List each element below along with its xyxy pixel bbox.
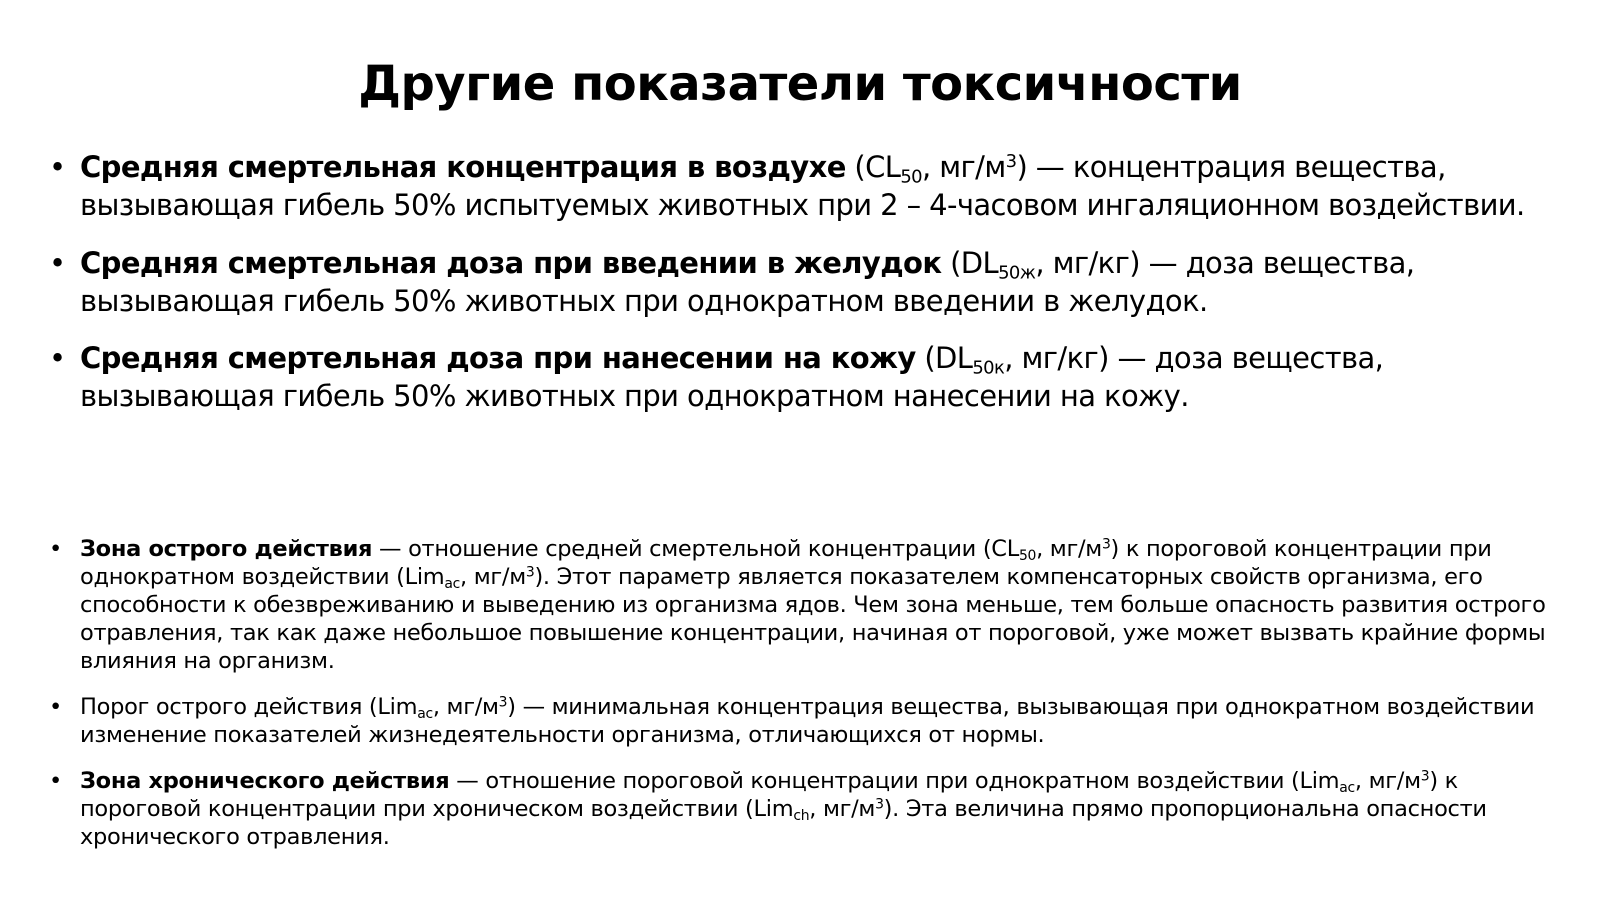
list-item-dl50-skin (0, 339, 1560, 415)
subscript: ch (793, 808, 810, 825)
item-text: (CL (845, 150, 901, 184)
item-text: , мг/м (460, 564, 526, 590)
item-text: , мг/кг) — доза вещества, вызывающая гибель 50% животных при однократном нанесении на кожу. (80, 341, 1384, 413)
superscript: 3 (1101, 536, 1111, 553)
item-text: ). Этот параметр является показателем компенсаторных свойств организма, его способности к обезвреживанию и выведению из организма ядов. Чем зона меньше, тем больше опасность развития острого отравления, так как даже небольшое повышение концентрации, начиная от пороговой, уже может вызвать крайние формы влияния на организм. (80, 564, 1546, 674)
item-text: , мг/м (922, 150, 1006, 184)
item-text: ) к пороговой концентрации при однократном воздействии (Lim (80, 536, 1492, 590)
bullet-marker: • (49, 341, 66, 375)
term-label: Средняя смертельная концентрация в воздухе (80, 150, 846, 184)
item-text: Порог острого действия (Lim (80, 694, 418, 720)
list-item-chronic-zone (0, 767, 1580, 851)
subscript: 50ж (998, 262, 1036, 284)
superscript: 3 (1005, 151, 1017, 173)
item-text: ) — минимальная концентрация вещества, вызывающая при однократном воздействии изменение показателей жизнедеятельности организма, отличающихся от нормы. (80, 694, 1535, 748)
item-text: (DL (915, 341, 973, 375)
superscript: 3 (525, 564, 535, 581)
item-text: , мг/кг) — доза вещества, вызывающая гибель 50% животных при однократном введении в желудок. (80, 246, 1415, 318)
item-text: ) — концентрация вещества, вызывающая гибель 50% испытуемых животных при 2 – 4-часовом ингаляционном воздействии. (80, 150, 1525, 222)
superscript: 3 (1420, 768, 1430, 785)
bullet-marker: • (49, 246, 66, 280)
superscript: 3 (498, 694, 508, 711)
subscript: 50 (900, 166, 923, 188)
term-label: Средняя смертельная доза при нанесении на кожу (80, 341, 916, 375)
primary-bullet-list (0, 148, 1560, 435)
bullet-marker: • (49, 150, 66, 184)
item-text: , мг/м (1354, 768, 1421, 794)
item-text: — отношение средней смертельной концентрации (CL (372, 536, 1019, 562)
item-text: ). Эта величина прямо пропорциональна опасности хронического отравления. (80, 796, 1487, 850)
item-text: , мг/м (809, 796, 876, 822)
list-item-acute-threshold (0, 693, 1580, 749)
subscript: ac (1339, 780, 1355, 797)
bullet-marker: • (49, 768, 62, 794)
subscript: ac (444, 576, 461, 593)
term-label: Средняя смертельная доза при введении в желудок (80, 246, 942, 280)
superscript: 3 (875, 796, 884, 813)
item-text: , мг/м (1036, 536, 1102, 562)
subscript: ac (417, 706, 433, 723)
subscript: 50к (972, 357, 1005, 379)
item-text: (DL (941, 246, 999, 280)
bullet-marker: • (49, 694, 62, 720)
term-label: Зона хронического действия (80, 768, 450, 794)
term-label: Зона острого действия (80, 536, 373, 562)
list-item-cl50 (0, 148, 1560, 224)
slide-title: Другие показатели токсичности (358, 56, 1242, 112)
secondary-bullet-list (0, 535, 1580, 869)
list-item-dl50-stomach (0, 244, 1560, 320)
item-text: , мг/м (432, 694, 499, 720)
bullet-marker: • (49, 536, 62, 562)
list-item-acute-zone (0, 535, 1580, 675)
item-text: — отношение пороговой концентрации при однократном воздействии (Lim (449, 768, 1340, 794)
item-text: ) к пороговой концентрации при хроническом воздействии (Lim (80, 768, 1458, 822)
subscript: 50 (1018, 548, 1037, 565)
